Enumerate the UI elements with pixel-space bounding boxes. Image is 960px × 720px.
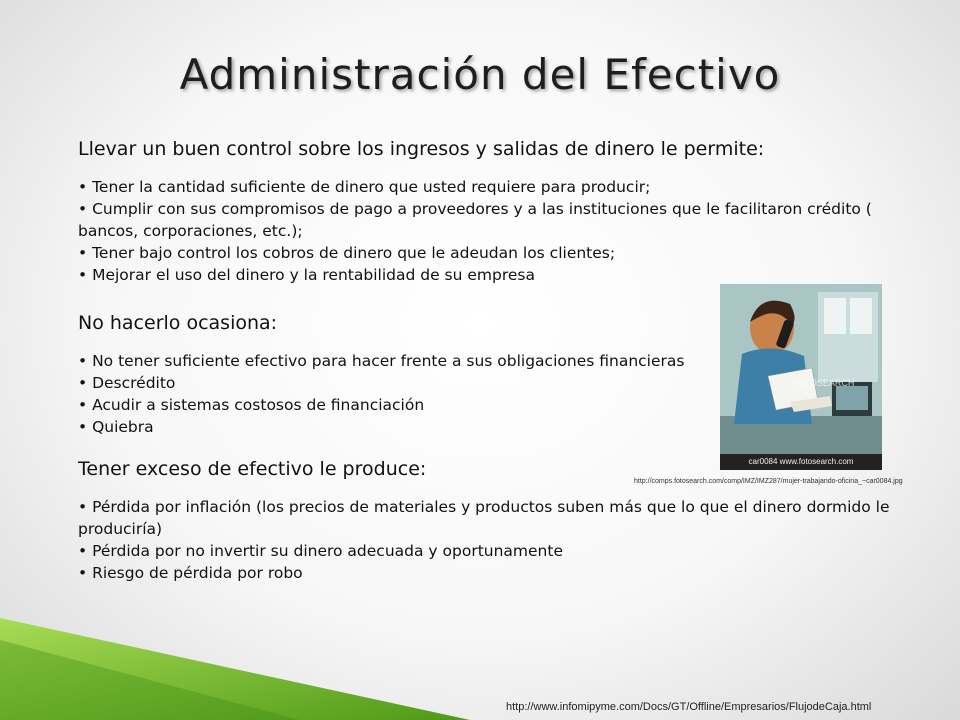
- image-source-url[interactable]: http://comps.fotosearch.com/comp/IMZ/IMZ287/mujer-trabajando-oficina_~car0084.jpg: [634, 478, 903, 485]
- intro-heading: Llevar un buen control sobre los ingresos y salidas de dinero le permite:: [78, 138, 765, 160]
- image-caption: car0084 www.fotosearch.com: [720, 454, 882, 470]
- office-woman-illustration: [720, 284, 882, 470]
- benefit-item: • Mejorar el uso del dinero y la rentabilidad de su empresa: [78, 266, 535, 284]
- excess-item: • Pérdida por inflación (los precios de materiales y productos suben más que lo que el dinero dormido le produciría): [78, 498, 890, 538]
- risk-item: • Acudir a sistemas costosos de financiación: [78, 396, 425, 414]
- risk-item: • Quiebra: [78, 418, 154, 436]
- risk-item: • No tener suficiente efectivo para hacer frente a sus obligaciones financieras: [78, 352, 685, 370]
- benefit-item: • Tener la cantidad suficiente de dinero que usted requiere para producir;: [78, 178, 651, 196]
- risk-item: • Descrédito: [78, 374, 176, 392]
- benefit-item: • Tener bajo control los cobros de dinero que le adeudan los clientes;: [78, 244, 616, 262]
- excess-item: • Pérdida por no invertir su dinero adecuada y oportunamente: [78, 542, 563, 560]
- risks-heading: No hacerlo ocasiona:: [78, 312, 278, 334]
- excess-heading: Tener exceso de efectivo le produce:: [78, 458, 427, 480]
- svg-text:FOTOSEARCH: FOTOSEARCH: [792, 378, 855, 388]
- benefit-item: • Cumplir con sus compromisos de pago a proveedores y a las instituciones que le facilitaron crédito ( bancos, corporaciones, etc.);: [78, 200, 872, 240]
- excess-item: • Riesgo de pérdida por robo: [78, 564, 303, 582]
- page-source-url[interactable]: http://www.infomipyme.com/Docs/GT/Offline/Empresarios/FlujodeCaja.html: [506, 701, 872, 713]
- woman-phone-icon: [720, 284, 882, 454]
- slide-title: Administración del Efectivo: [179, 50, 781, 99]
